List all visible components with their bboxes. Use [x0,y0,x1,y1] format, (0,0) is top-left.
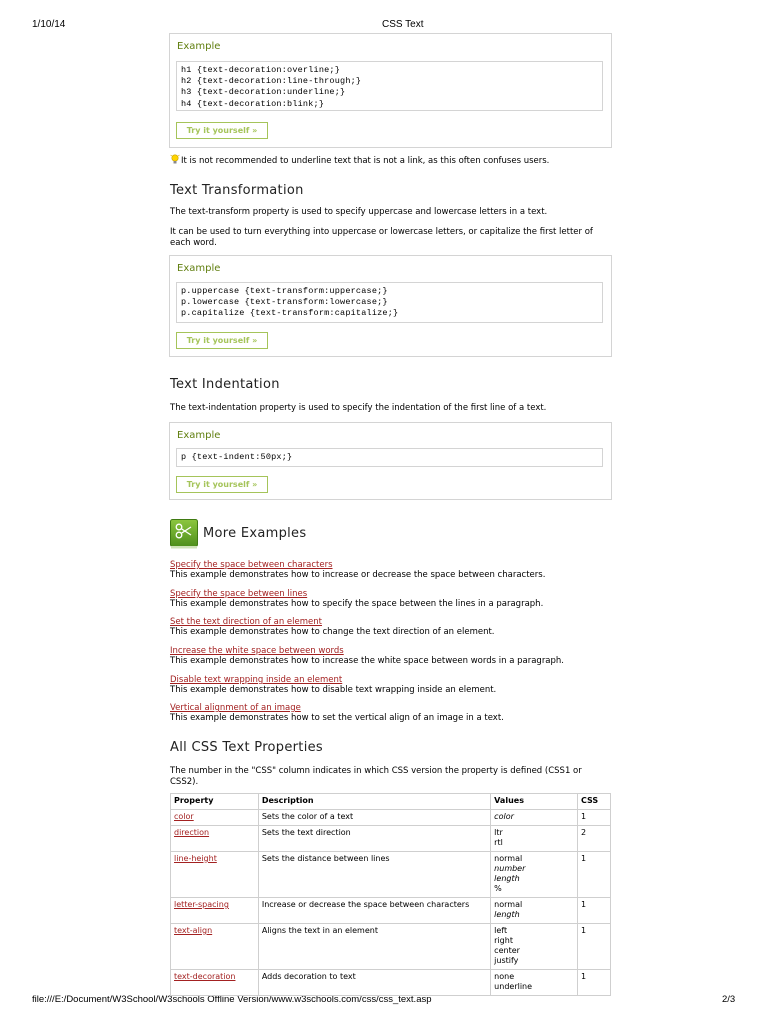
property-cell [171,810,259,826]
value-item: center [494,946,520,955]
table-row [171,810,611,826]
value-item: length [494,910,520,919]
example-description: This example demonstrates how to specify the space between the lines in a paragraph. [170,599,544,609]
try-it-yourself-button[interactable]: Try it yourself » [176,122,268,139]
heading-more-examples: More Examples [203,526,307,541]
column-header: Property [171,794,259,810]
example-description: This example demonstrates how to set the vertical align of an image in a text. [170,713,504,723]
example-description: This example demonstrates how to disable text wrapping inside an element. [170,685,497,695]
example-link[interactable]: Vertical alignment of an image [170,703,301,713]
property-cell [171,970,259,996]
value-item: right [494,936,513,945]
values-cell [491,970,578,996]
values-cell [491,826,578,852]
value-item: color [494,812,514,821]
code-line: p.lowercase {text-transform:lowercase;} [181,297,388,308]
description-cell: Sets the color of a text [258,810,490,826]
column-header: Values [491,794,578,810]
property-link[interactable]: text-align [174,926,213,935]
values-cell [491,924,578,970]
try-it-yourself-button[interactable]: Try it yourself » [176,332,268,349]
example-box-transform [169,255,612,357]
paragraph: The text-transform property is used to specify uppercase and lowercase letters in a text. [170,207,548,217]
values-cell [491,898,578,924]
example-title: Example [177,41,221,52]
example-link[interactable]: Specify the space between lines [170,589,308,599]
example-box-decoration [169,33,612,148]
table-row [171,898,611,924]
value-item: rtl [494,838,503,847]
code-line: p.uppercase {text-transform:uppercase;} [181,286,388,296]
example-description: This example demonstrates how to increase or decrease the space between characters. [170,570,546,580]
code-line: h1 {text-decoration:overline;} [181,65,341,75]
example-item [170,646,610,666]
code-block [176,448,603,467]
property-cell [171,924,259,970]
code-line: h2 {text-decoration:line-through;} [181,76,362,87]
code-line: p {text-indent:50px;} [181,452,293,462]
value-item: left [494,926,508,935]
value-item: ltr [494,828,503,837]
example-link[interactable]: Increase the white space between words [170,646,344,656]
code-line: p.capitalize {text-transform:capitalize;} [181,308,399,319]
print-date: 1/10/14 [32,19,66,30]
property-link[interactable]: text-decoration [174,972,236,981]
property-link[interactable]: line-height [174,854,217,863]
table-row [171,970,611,996]
property-cell [171,852,259,898]
description-cell: Sets the text direction [258,826,490,852]
print-path: file:///E:/Document/W3School/W3schools Offline Version/www.w3schools.com/css/css_text.asp [32,994,432,1005]
example-item [170,617,610,637]
paragraph: It can be used to turn everything into uppercase or lowercase letters, or capitalize the first letter of each word. [170,227,593,248]
description-cell: Aligns the text in an element [258,924,490,970]
scissors-icon [170,519,198,549]
example-link[interactable]: Disable text wrapping inside an element [170,675,343,685]
css-version-cell: 2 [578,826,611,852]
code-line: h4 {text-decoration:blink;} [181,98,325,109]
css-version-cell: 1 [578,898,611,924]
example-description: This example demonstrates how to change the text direction of an element. [170,627,495,637]
heading-text-transformation: Text Transformation [170,183,304,198]
property-link[interactable]: direction [174,828,210,837]
description-cell: Sets the distance between lines [258,852,490,898]
css-version-cell: 1 [578,970,611,996]
example-item [170,589,610,609]
description-cell: Increase or decrease the space between characters [258,898,490,924]
example-box-indent [169,422,612,500]
properties-table [170,793,611,996]
value-item: justify [494,956,519,965]
property-cell [171,898,259,924]
example-title: Example [177,263,221,274]
example-link[interactable]: Specify the space between characters [170,560,333,570]
value-item: number [494,864,526,873]
lightbulb-icon [170,154,180,165]
values-cell [491,852,578,898]
code-block [176,61,603,111]
value-item: length [494,874,520,883]
code-line: h3 {text-decoration:underline;} [181,87,346,98]
css-version-cell: 1 [578,924,611,970]
print-title: CSS Text [382,19,424,30]
example-title: Example [177,430,221,441]
example-item [170,675,610,695]
css-version-cell: 1 [578,852,611,898]
paragraph: The text-indentation property is used to specify the indentation of the first line of a text. [170,403,547,413]
property-cell [171,826,259,852]
values-cell [491,810,578,826]
value-item: % [494,884,502,893]
heading-text-indentation: Text Indentation [170,377,280,392]
value-item: normal [494,900,523,909]
tip-text: It is not recommended to underline text that is not a link, as this often confuses users. [181,156,550,166]
table-row [171,826,611,852]
example-item [170,703,610,723]
column-header: CSS [578,794,611,810]
heading-all-css-text-properties: All CSS Text Properties [170,740,323,755]
example-description: This example demonstrates how to increase the white space between words in a paragraph. [170,656,565,666]
value-item: normal [494,854,523,863]
value-item: underline [494,982,533,991]
table-row [171,852,611,898]
css-version-cell: 1 [578,810,611,826]
example-link[interactable]: Set the text direction of an element [170,617,322,627]
try-it-yourself-button[interactable]: Try it yourself » [176,476,268,493]
column-header: Description [258,794,490,810]
code-block [176,282,603,323]
property-link[interactable]: letter-spacing [174,900,229,909]
description-cell: Adds decoration to text [258,970,490,996]
table-row [171,924,611,970]
paragraph: The number in the "CSS" column indicates in which CSS version the property is defined (CSS1 or CSS2). [170,766,582,787]
property-link[interactable]: color [174,812,194,821]
tip-note [170,154,549,166]
example-item [170,560,610,580]
table-header-row [171,794,611,810]
print-page-number: 2/3 [722,994,736,1005]
value-item: none [494,972,515,981]
